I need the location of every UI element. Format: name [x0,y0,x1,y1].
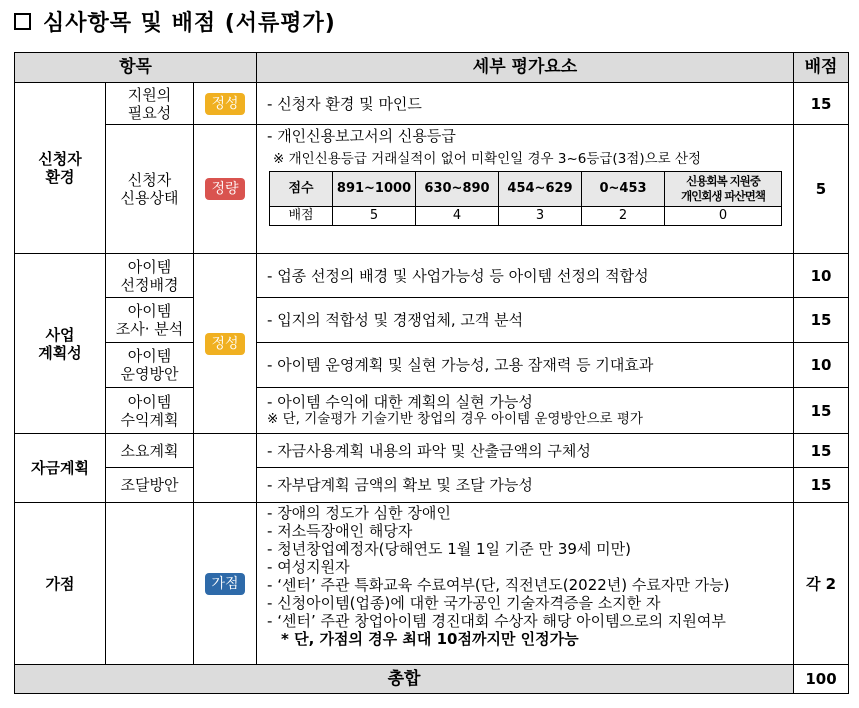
table-row [15,254,849,298]
bonus-item: - 저소득장애인 해당자 [267,522,413,540]
credit-value: 2 [582,207,665,226]
credit-value: 배점 [270,207,333,226]
bonus-item: - 여성지원자 [267,558,350,576]
detail-cell [257,83,794,125]
badge-cell-empty [194,434,257,503]
detail-text: - 신청자 환경 및 마인드 [267,94,422,113]
detail-text: - 입지의 적합성 및 경쟁업체, 고객 분석 [267,311,524,329]
credit-value: 3 [499,207,582,226]
table-row [15,434,849,468]
sub-item: 조달방안 [106,468,194,503]
detail-text: - 자부담계획 금액의 확보 및 조달 가능성 [267,476,533,494]
badge-cell [194,125,257,254]
detail-note: ※ 개인신용등급 거래실적이 없어 미확인일 경우 3~6등급(3점)으로 산정 [273,151,702,167]
table-header-row [15,53,849,83]
sub-item: 신청자 신용상태 [106,125,194,254]
table-row [15,468,849,503]
checkbox-empty-icon [14,13,31,30]
section-business: 사업 계획성 [15,254,106,434]
detail-cell [257,298,794,343]
score-cell: 15 [794,388,849,434]
score-cell: 15 [794,83,849,125]
credit-header: 0~453 [582,172,665,207]
detail-text: - 아이템 수익에 대한 계획의 실현 가능성 [267,393,533,412]
header-detail: 세부 평가요소 [257,53,794,83]
qualitative-badge: 정성 [205,93,245,115]
sub-item-empty [106,503,194,665]
detail-note: ※ 단, 기술평가 기술기반 창업의 경우 아이템 운영방안으로 평가 [267,411,643,428]
table-row [15,503,849,665]
bonus-item: - 청년창업예정자(당해연도 1월 1일 기준 만 39세 미만) [267,540,631,558]
sub-item: 소요계획 [106,434,194,468]
total-score: 100 [794,665,849,694]
detail-text: - 업종 선정의 배경 및 사업가능성 등 아이템 선정의 적합성 [267,266,649,285]
bonus-item: - ‘센터’ 주관 창업아이템 경진대회 수상자 해당 아이템으로의 지원여부 [267,612,726,630]
bonus-item: - 장애의 정도가 심한 장애인 [267,504,451,522]
score-cell: 10 [794,343,849,388]
credit-header: 점수 [270,172,333,207]
credit-header: 454~629 [499,172,582,207]
detail-cell [257,434,794,468]
badge-cell [194,83,257,125]
detail-cell [257,254,794,298]
credit-value: 0 [665,207,782,226]
total-row [15,665,849,694]
detail-cell [257,343,794,388]
bonus-badge: 가점 [205,573,245,595]
score-cell: 15 [794,468,849,503]
score-cell: 15 [794,434,849,468]
sub-item: 지원의 필요성 [106,83,194,125]
badge-cell [194,254,257,434]
credit-value: 4 [416,207,499,226]
score-cell: 15 [794,298,849,343]
credit-header: 891~1000 [333,172,416,207]
sub-item: 아이템 운영방안 [106,343,194,388]
credit-value: 5 [333,207,416,226]
score-cell: 각 2 [794,503,849,665]
table-row [15,343,849,388]
detail-text: - 아이템 운영계획 및 실현 가능성, 고용 잠재력 등 기대효과 [267,356,654,374]
qualitative-badge: 정성 [205,333,245,355]
section-applicant: 신청자 환경 [15,83,106,254]
sub-item: 아이템 조사· 분석 [106,298,194,343]
table-row [15,388,849,434]
bonus-item: - ‘센터’ 주관 특화교육 수료여부(단, 직전년도(2022년) 수료자만 가능) [267,576,730,594]
page-title-text: 심사항목 및 배점 (서류평가) [43,10,336,36]
sub-item: 아이템 선정배경 [106,254,194,298]
section-bonus: 가점 [15,503,106,665]
credit-header: 630~890 [416,172,499,207]
bonus-item: - 신청아이템(업종)에 대한 국가공인 기술자격증을 소지한 자 [267,594,661,612]
table-row [15,298,849,343]
table-row [15,83,849,125]
detail-cell [257,468,794,503]
section-funding: 자금계획 [15,434,106,503]
detail-text: - 자금사용계획 내용의 파악 및 산출금액의 구체성 [267,441,591,460]
credit-header: 신용회복 지원중 개인회생 파산면책 [665,172,782,207]
evaluation-table [14,52,849,694]
badge-cell [194,503,257,665]
score-cell: 5 [794,125,849,254]
quantitative-badge: 정량 [205,178,245,200]
score-cell: 10 [794,254,849,298]
header-score: 배점 [794,53,849,83]
bonus-detail-cell [257,503,794,665]
detail-cell [257,388,794,434]
header-item: 항목 [15,53,257,83]
total-label: 총합 [15,665,794,694]
table-row [15,125,849,254]
credit-value-row [270,207,782,226]
page-title [14,4,336,38]
detail-cell [257,125,794,254]
bonus-note: * 단, 가점의 경우 최대 10점까지만 인정가능 [281,630,579,648]
credit-header-row [270,172,782,207]
credit-score-table [269,171,782,226]
detail-text: - 개인신용보고서의 신용등급 [267,127,456,145]
sub-item: 아이템 수익계획 [106,388,194,434]
